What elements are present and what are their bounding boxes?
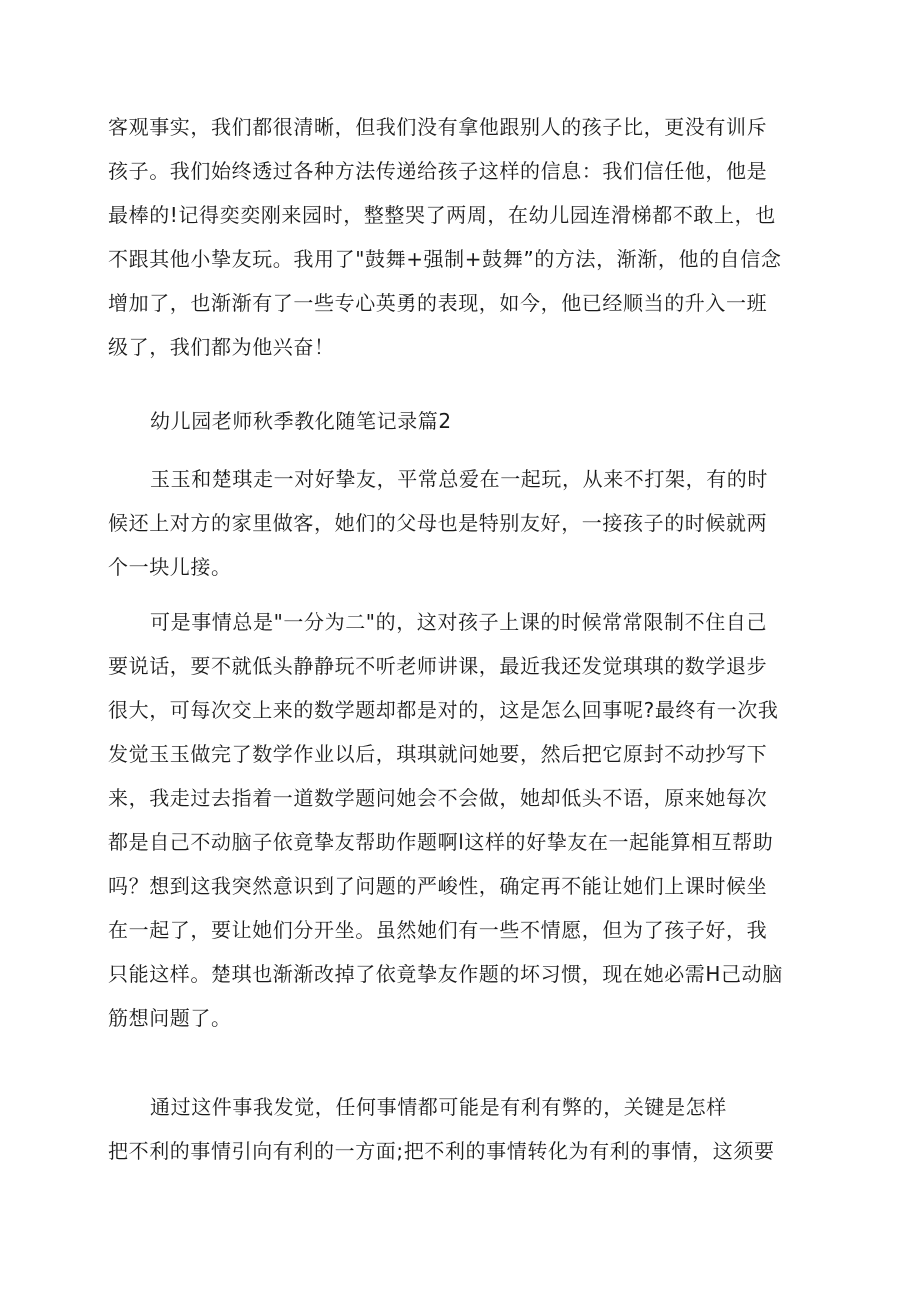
paragraph-line: 都是自己不动脑子依竟挚友帮助作题啊l这样的好挚友在一起能算相互帮助 — [108, 830, 774, 854]
paragraph-line: 玉玉和楚琪走一对好挚友，平常总爱在一起玩，从来不打架，有的时 — [150, 467, 768, 491]
paragraph-3 — [108, 600, 820, 1040]
paragraph-line: 个一块儿接。 — [108, 555, 232, 579]
paragraph-line: 来，我走过去指着一道数学题问她会不会做，她却低头不语，原来她每次 — [108, 786, 768, 810]
section-heading-block — [108, 399, 820, 443]
paragraph-line: 要说话，要不就低头静静玩不听老师讲课，最近我还发觉琪琪的数学退步 — [108, 654, 768, 678]
paragraph-2 — [108, 457, 820, 589]
section-heading: 幼儿园老师秋季教化随笔记录篇2 — [150, 409, 452, 433]
paragraph-line: 可是事情总是"一分为二"的，这对孩子上课的时候常常限制不住自己 — [150, 610, 767, 634]
paragraph-line: 把不利的事情引向有利的一方面;把不利的事情转化为有利的事情，这须要 — [108, 1139, 775, 1163]
paragraph-line: 在一起了，要让她们分开坐。虽然她们有一些不情愿，但为了孩子好，我 — [108, 918, 768, 942]
paragraph-line: 不跟其他小挚友玩。我用了"鼓舞+强制+鼓舞”的方法，渐渐，他的自信念 — [108, 247, 782, 271]
paragraph-line: 增加了，也渐渐有了一些专心英勇的表现，如今，他已经顺当的升入一班 — [108, 291, 768, 315]
paragraph-line: 通过这件事我发觉，任何事情都可能是有利有弊的，关键是怎样 — [150, 1095, 727, 1119]
paragraph-4 — [108, 1085, 820, 1173]
paragraph-line: 吗？想到这我突然意识到了问题的严峻性，确定再不能让她们上课时候坐 — [108, 874, 768, 898]
paragraph-line: 孩子。我们始终透过各种方法传递给孩子这样的信息：我们信任他，他是 — [108, 159, 768, 183]
paragraph-line: 筋想问题了。 — [108, 1006, 232, 1030]
paragraph-1 — [108, 105, 820, 369]
paragraph-line: 级了，我们都为他兴奋！ — [108, 335, 335, 359]
paragraph-line: 只能这样。楚琪也渐渐改掉了依竟挚友作题的坏习惯，现在她必需H己动脑 — [108, 962, 783, 986]
paragraph-line: 发觉玉玉做完了数学作业以后，琪琪就问她要，然后把它原封不动抄写下 — [108, 742, 768, 766]
paragraph-line: 候还上对方的家里做客，她们的父母也是特别友好，一接孩子的时候就两 — [108, 511, 768, 535]
paragraph-line: 很大，可每次交上来的数学题却都是对的，这是怎么回事呢?最终有一次我 — [108, 698, 779, 722]
paragraph-line: 最棒的!记得奕奕刚来园时，整整哭了两周，在幼儿园连滑梯都不敢上，也 — [108, 203, 776, 227]
paragraph-line: 客观事实，我们都很清晰，但我们没有拿他跟别人的孩子比，更没有训斥 — [108, 115, 768, 139]
